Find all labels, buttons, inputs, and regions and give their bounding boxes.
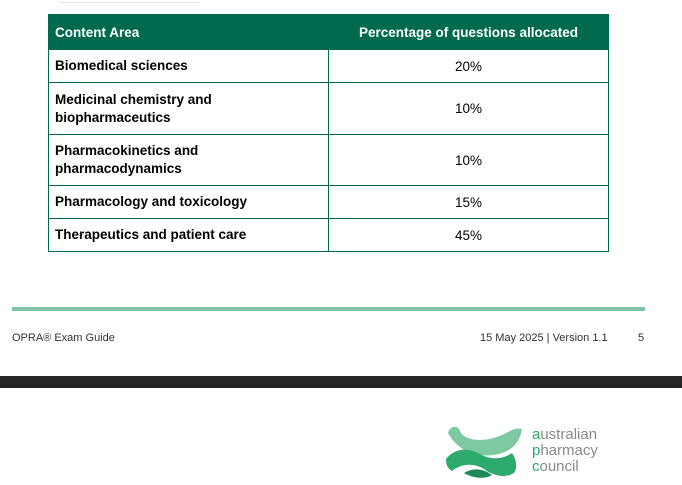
header-content-area: Content Area	[49, 15, 329, 50]
logo-initial-c: c	[532, 458, 540, 475]
logo-initial-p: p	[532, 442, 541, 459]
page-separator-band	[0, 376, 682, 388]
row-area: Therapeutics and patient care	[49, 219, 329, 252]
clipped-text-fragment	[60, 0, 200, 3]
table-row	[49, 50, 609, 83]
footer-document-title: OPRA® Exam Guide	[12, 332, 115, 344]
footer-date-version: 15 May 2025 | Version 1.1	[480, 332, 608, 344]
table-row	[49, 186, 609, 219]
row-area: Pharmacokinetics and pharmacodynamics	[49, 135, 329, 186]
logo-initial-a: a	[532, 426, 541, 443]
content-allocation-table	[48, 14, 609, 252]
table-row	[49, 219, 609, 252]
row-value: 10%	[329, 83, 609, 135]
table-header-row	[49, 15, 609, 50]
apc-logo	[444, 423, 644, 481]
row-value: 45%	[329, 219, 609, 252]
apc-logo-wordmark	[532, 427, 598, 475]
footer-divider	[12, 307, 645, 311]
row-area: Medicinal chemistry and biopharmaceutics	[49, 83, 329, 135]
logo-word-pharmacy: harmacy	[540, 442, 598, 459]
logo-word-council: ouncil	[539, 458, 579, 475]
apc-logo-icon	[444, 423, 526, 481]
logo-word-australian: ustralian	[540, 426, 598, 443]
table-row	[49, 83, 609, 135]
footer-page-number: 5	[638, 332, 645, 344]
row-area: Pharmacology and toxicology	[49, 186, 329, 219]
header-percentage: Percentage of questions allocated	[329, 15, 609, 50]
row-value: 10%	[329, 135, 609, 186]
row-value: 15%	[329, 186, 609, 219]
row-value: 20%	[329, 50, 609, 83]
table-row	[49, 135, 609, 186]
row-area: Biomedical sciences	[49, 50, 329, 83]
